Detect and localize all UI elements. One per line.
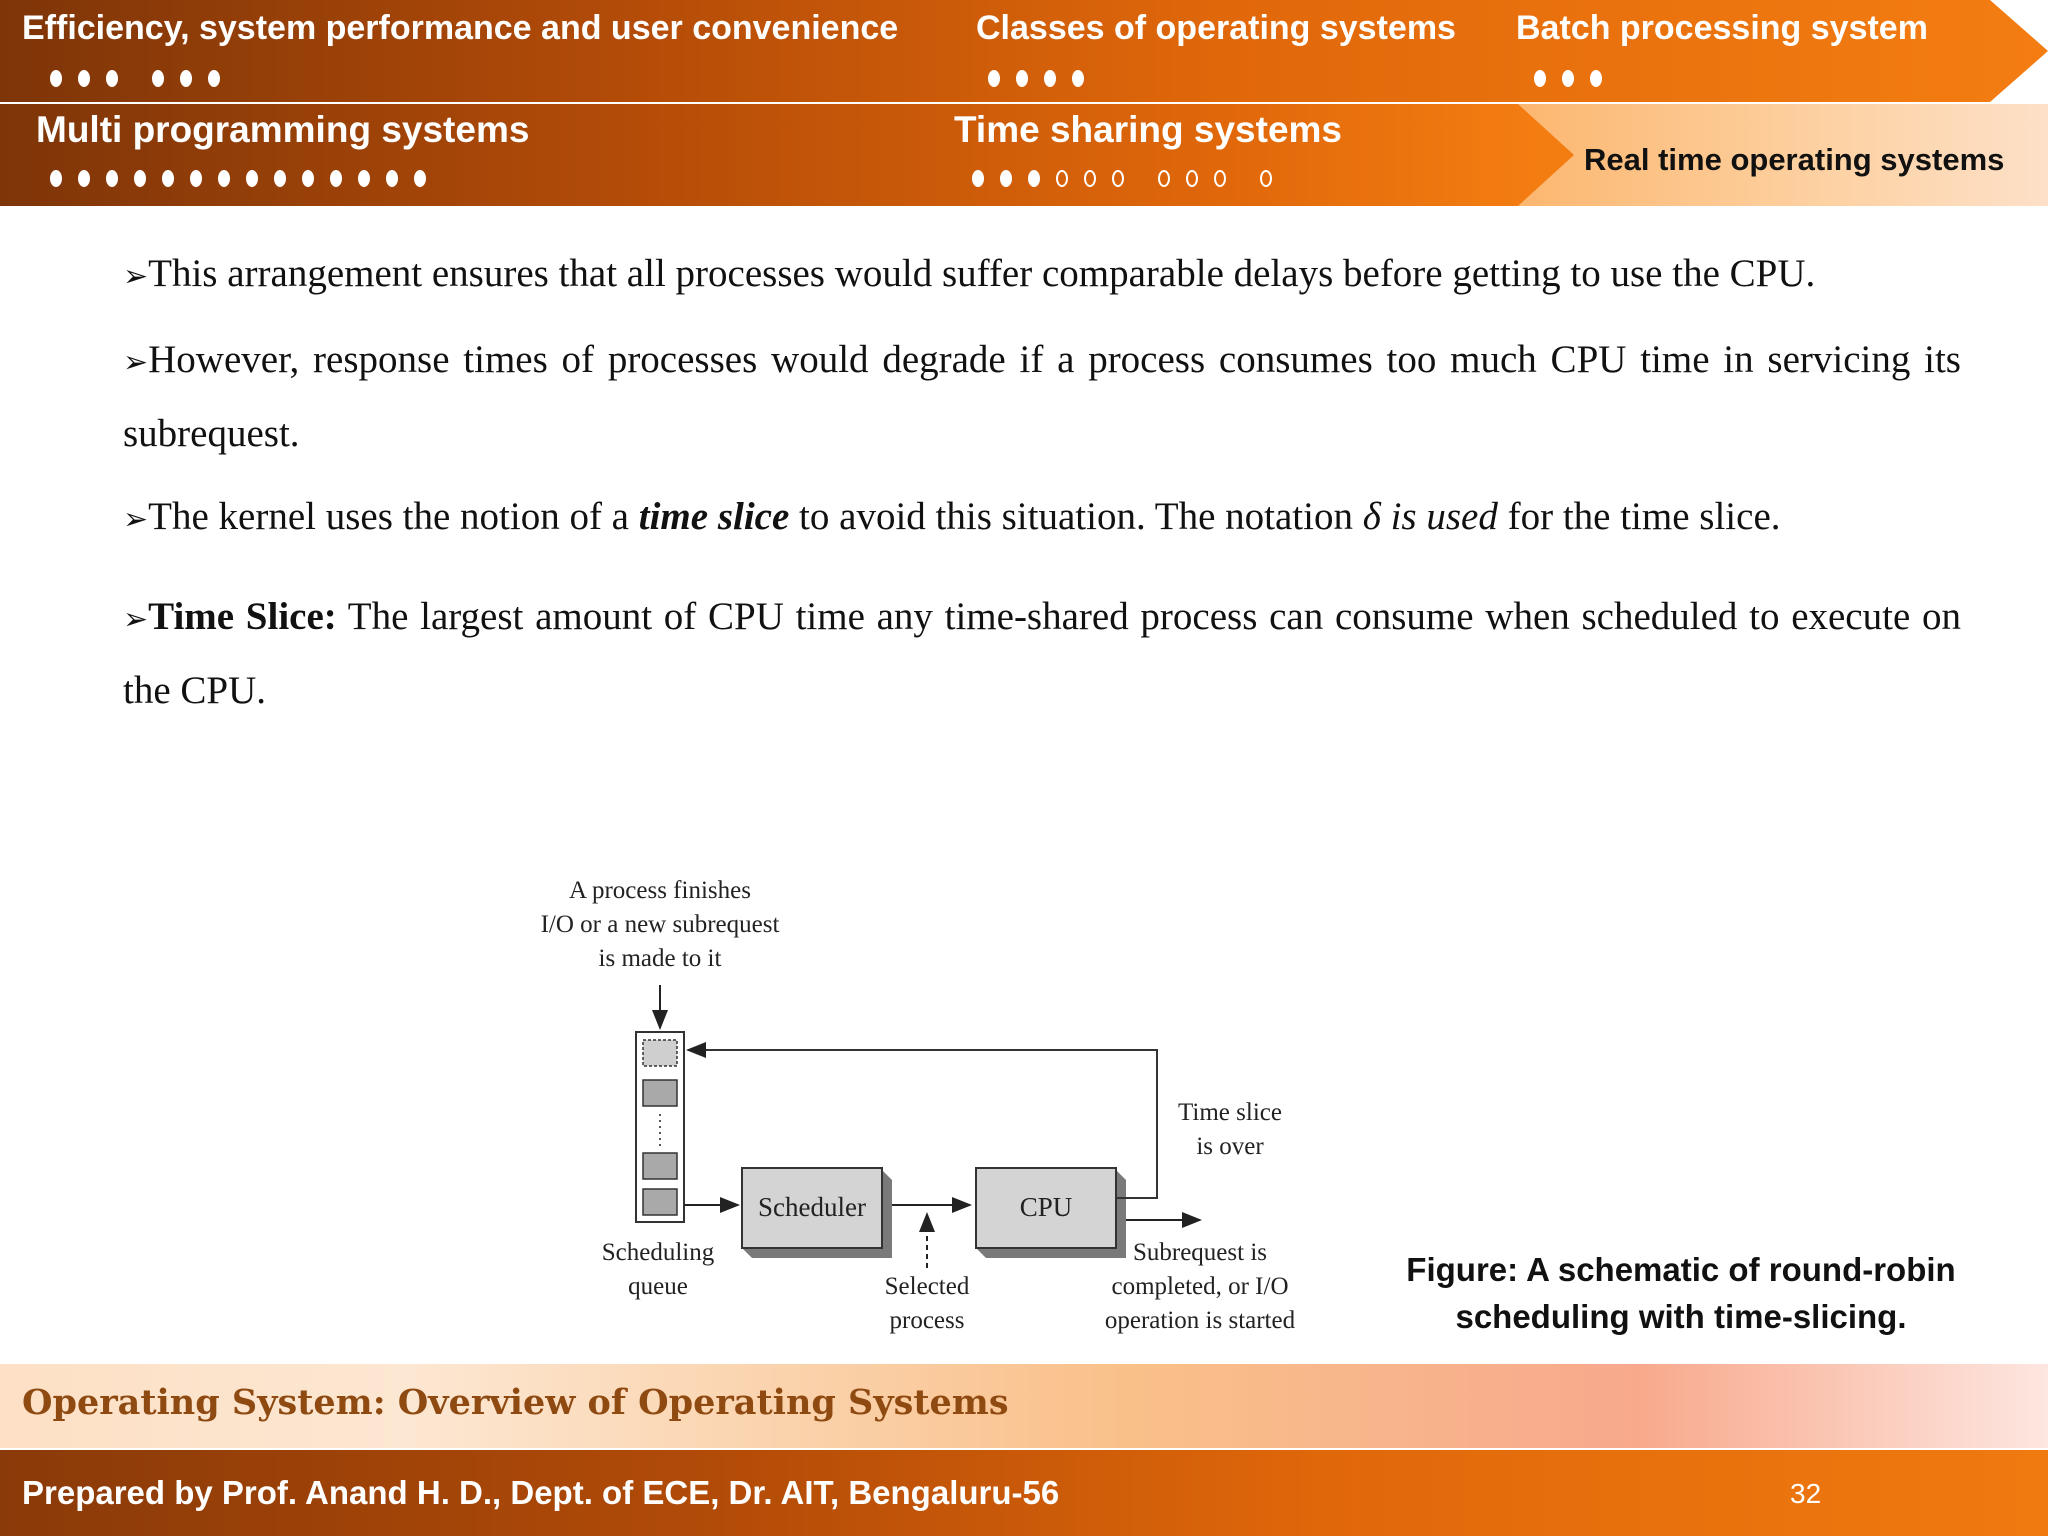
slide-dot[interactable] [1084,170,1096,187]
nav-slide-dots [988,70,1084,87]
time-slice-label [1150,1096,1310,1164]
slide-dot[interactable] [1028,170,1040,187]
arrow-bullet-icon: ➢ [123,502,149,537]
section-navigation [0,0,2048,206]
slide-dot[interactable] [1186,170,1198,187]
selected-label-line: process [889,1307,965,1334]
slide-dot[interactable] [162,170,174,187]
slide-dot[interactable] [358,170,370,187]
emphasis-term: time slice [638,495,790,538]
slide-dot[interactable] [1072,70,1084,87]
slide-dot[interactable] [152,70,164,87]
completed-label [1090,1236,1310,1338]
slide-dot[interactable] [1000,170,1012,187]
slide-dot[interactable] [50,70,62,87]
slide-dot-current[interactable] [1056,170,1068,187]
bullet-text: The kernel uses the notion of a [148,495,639,538]
bullet-text: This arrangement ensures that all processes would suffer comparable delays before getting to use the CPU. [148,252,1816,295]
top-label-line: I/O or a new subrequest [540,911,780,938]
completed-label-line: completed, or I/O [1111,1273,1289,1300]
time-slice-label-line: is over [1196,1133,1264,1160]
bullet-text: The largest amount of CPU time any time-shared process can consume when scheduled to execute on the CPU. [123,595,1961,712]
selected-label-line: Selected [884,1273,970,1300]
figure-caption: Figure: A schematic of round-robin scheduling with time-slicing. [1406,1251,1956,1335]
queue-label-line: Scheduling [601,1239,715,1266]
bullet-paragraph [123,238,1961,312]
nav-item-label: Efficiency, system performance and user convenience [22,9,899,47]
top-label [540,874,780,976]
slide-dot[interactable] [1158,170,1170,187]
scheduler-label: Scheduler [758,1192,866,1222]
slide-dot[interactable] [218,170,230,187]
nav-slide-dots [50,70,220,87]
nav-item-label: Batch processing system [1516,9,1928,47]
nav-slide-dots [50,170,426,187]
queue-slot [643,1153,677,1179]
slide-dot[interactable] [1534,70,1546,87]
selected-process-label [857,1270,997,1338]
bullet-paragraph [123,481,1961,555]
nav-item-label: Real time operating systems [1584,142,2005,177]
footer-bar [0,1450,2048,1536]
slide-dot[interactable] [190,170,202,187]
bullet-text: to avoid this situation. The notation [789,495,1363,538]
slide-dot[interactable] [50,170,62,187]
nav-slide-dots [972,170,1272,187]
slide-dot[interactable] [106,170,118,187]
cpu-label: CPU [1019,1192,1073,1222]
nav-item-label: Time sharing systems [954,109,1342,150]
queue-slot [643,1080,677,1106]
slide-dot[interactable] [78,70,90,87]
slide-dot[interactable] [274,170,286,187]
slide-dot[interactable] [1016,70,1028,87]
course-title: Operating System: Overview of Operating Systems [22,1382,1009,1423]
slide-dot[interactable] [1112,170,1124,187]
page-number: 32 [1790,1478,1822,1509]
slide-dot[interactable] [134,170,146,187]
bullet-paragraph [123,324,1961,469]
arrow-bullet-icon: ➢ [123,259,149,294]
author-credit: Prepared by Prof. Anand H. D., Dept. of ECE, Dr. AIT, Bengaluru-56 [22,1474,1060,1511]
slide-dot[interactable] [180,70,192,87]
slide-dot[interactable] [1214,170,1226,187]
nav-item-label: Classes of operating systems [976,9,1456,47]
definition-term: Time Slice: [148,595,337,638]
slide-dot[interactable] [1260,170,1272,187]
slide-dot[interactable] [1590,70,1602,87]
slide-dot[interactable] [208,70,220,87]
slide-dot[interactable] [972,170,984,187]
nav-item-label: Multi programming systems [36,109,530,150]
slide-dot[interactable] [78,170,90,187]
slide-dot[interactable] [246,170,258,187]
bullet-text: However, response times of processes would degrade if a process consumes too much CPU time in servicing its subrequest. [123,338,1961,455]
slide-dot[interactable] [302,170,314,187]
bullet-paragraph [123,581,1961,726]
top-label-line: is made to it [598,945,722,972]
completed-label-line: Subrequest is [1132,1239,1268,1266]
queue-label-line: queue [628,1273,688,1300]
nav-slide-dots [1534,70,1602,87]
arrow-bullet-icon: ➢ [123,602,149,637]
queue-slot [643,1040,677,1066]
slide-dot[interactable] [1562,70,1574,87]
bullet-text: for the time slice. [1497,495,1781,538]
slide-dot[interactable] [988,70,1000,87]
queue-label [588,1236,728,1304]
time-slice-label-line: Time slice [1178,1099,1282,1126]
notation-text: δ is used [1362,495,1498,538]
round-robin-diagram [520,870,1320,1340]
slide-dot[interactable] [106,70,118,87]
footer-title-bar [0,1364,2048,1448]
slide-dot[interactable] [386,170,398,187]
arrow-bullet-icon: ➢ [123,345,149,380]
completed-label-line: operation is started [1104,1307,1296,1334]
slide-content [123,238,1961,726]
slide-dot[interactable] [414,170,426,187]
top-label-line: A process finishes [569,877,751,904]
slide-dot[interactable] [330,170,342,187]
queue-slot [643,1189,677,1215]
slide-dot[interactable] [1044,70,1056,87]
